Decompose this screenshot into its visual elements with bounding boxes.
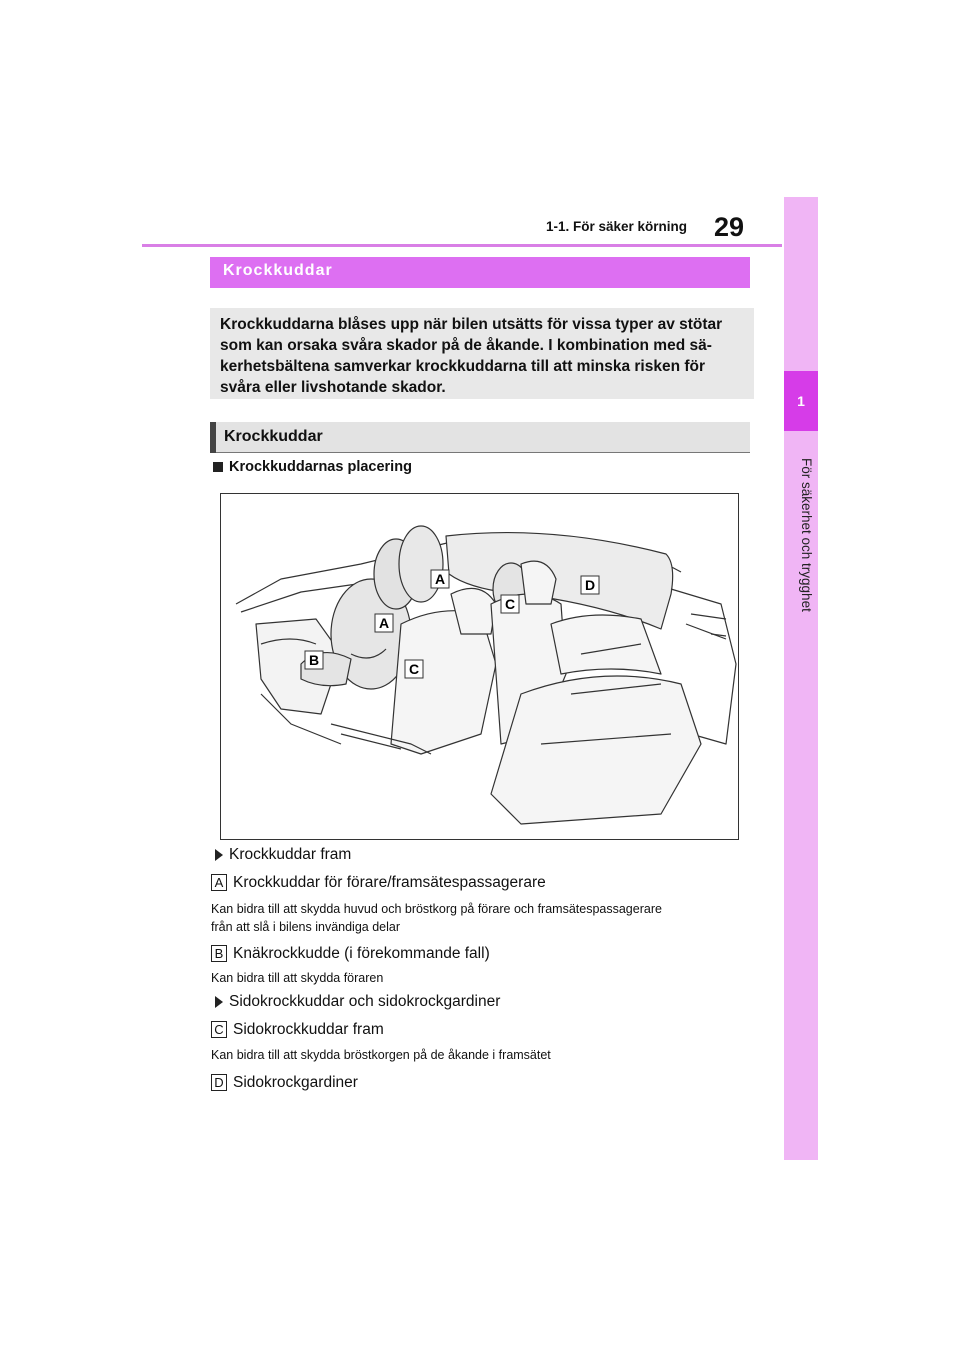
callout-label: C	[504, 596, 516, 612]
callout-label: D	[584, 577, 596, 593]
chapter-title-vertical: För säkerhet och trygghet	[799, 458, 814, 612]
chapter-tab[interactable]: 1	[784, 371, 818, 431]
chapter-side-band	[784, 197, 818, 1160]
callout-c-upper	[501, 595, 519, 613]
letter-d-box: D	[211, 1074, 227, 1091]
desc-line: från att slå i bilens invändiga delar	[211, 920, 401, 934]
desc-line: Kan bidra till att skydda föraren	[211, 971, 384, 985]
intro-line: kerhetsbältena samverkar krockkuddarna till att minska risken för	[220, 358, 706, 375]
item-b-description	[211, 969, 751, 987]
callout-label: C	[408, 661, 420, 677]
callout-label: B	[308, 652, 320, 668]
callout-d	[581, 576, 599, 594]
item-a-label: Krockkuddar för förare/framsätespassagerare	[233, 874, 546, 891]
desc-line: Kan bidra till att skydda bröstkorgen på de åkande i framsätet	[211, 1048, 551, 1062]
running-title: 1-1. För säker körning	[546, 219, 688, 234]
intro-line: Krockkuddarna blåses upp när bilen utsätts för vissa typer av stötar	[220, 316, 723, 333]
subsection-accent	[210, 422, 216, 453]
triangle-bullet-icon	[215, 849, 223, 861]
intro-line: som kan orsaka svåra skador på de åkande. I kombination med sä-	[220, 337, 712, 354]
airbag-locations-figure	[220, 493, 739, 840]
callout-c-lower	[405, 660, 423, 678]
letter-b-box: B	[211, 945, 227, 962]
bullet-heading: Krockkuddarnas placering	[229, 459, 412, 475]
callout-a-lower	[375, 614, 393, 632]
square-bullet-icon	[213, 462, 223, 472]
intro-box	[210, 308, 754, 399]
front-airbags-group: Krockkuddar fram	[229, 846, 352, 863]
letter-a-box: A	[211, 874, 227, 891]
section-title: Krockkuddar	[210, 257, 750, 288]
callout-label: A	[434, 571, 446, 587]
page-number: 29	[714, 212, 745, 242]
item-c-description	[211, 1046, 751, 1064]
item-a-description	[211, 900, 751, 936]
letter-c-box: C	[211, 1021, 227, 1038]
side-airbags-group: Sidokrockkuddar och sidokrockgardiner	[229, 993, 501, 1010]
callout-a-upper	[431, 570, 449, 588]
item-b-label: Knäkrockkudde (i förekommande fall)	[233, 945, 490, 962]
subsection-title: Krockkuddar	[224, 428, 323, 445]
car-interior-illustration	[221, 494, 738, 839]
intro-line: svåra eller livshotande skador.	[220, 379, 446, 396]
triangle-bullet-icon	[215, 996, 223, 1008]
callout-label: A	[378, 615, 390, 631]
item-c-label: Sidokrockkuddar fram	[233, 1021, 384, 1038]
subsection-heading	[210, 422, 750, 453]
desc-line: Kan bidra till att skydda huvud och bröstkorg på förare och framsätespassagerare	[211, 902, 662, 916]
callout-b	[305, 651, 323, 669]
header-rule	[142, 244, 782, 247]
item-d-label: Sidokrockgardiner	[233, 1074, 358, 1091]
